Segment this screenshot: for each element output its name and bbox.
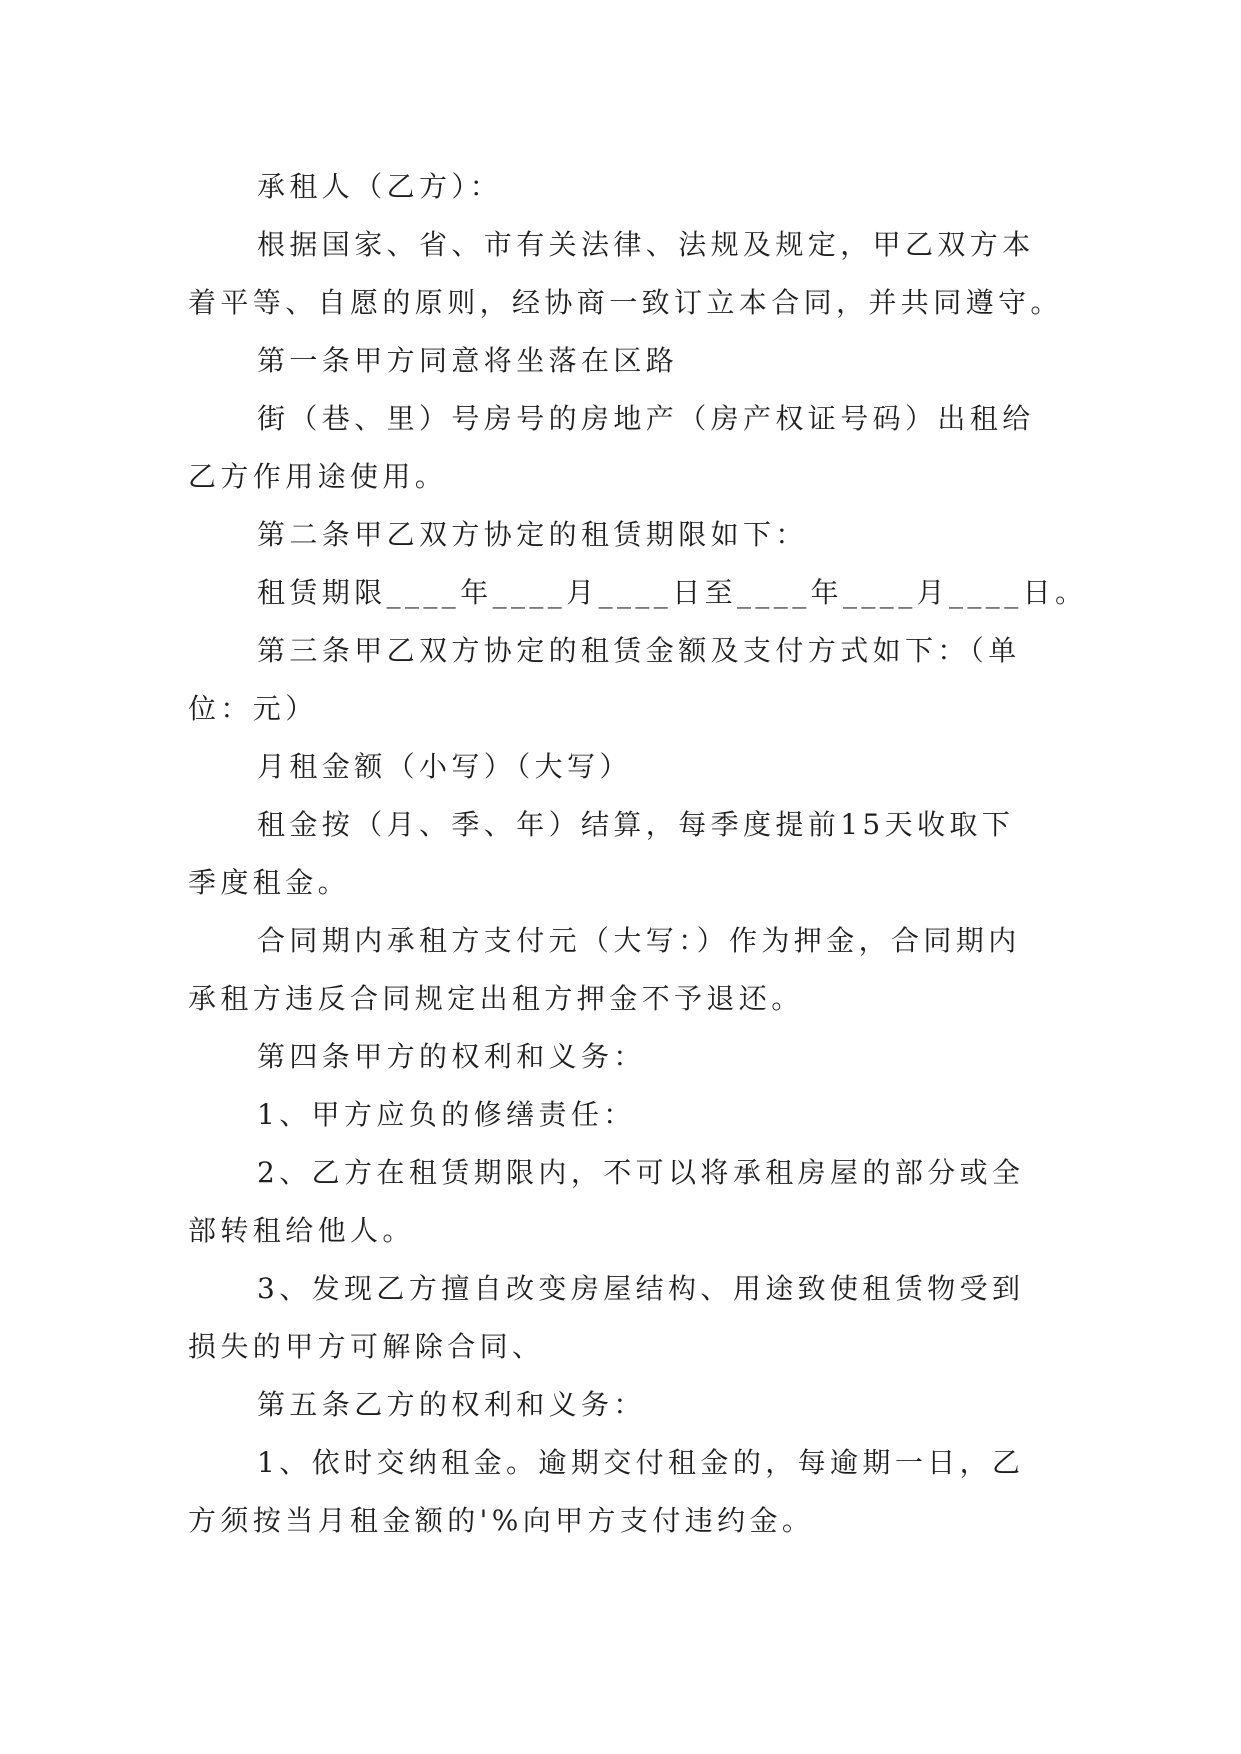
clause-5-item-1 <box>188 1434 1088 1550</box>
clause-2-paragraph <box>188 506 1088 564</box>
document-body <box>188 158 1088 1550</box>
rent-settlement-paragraph <box>188 796 1088 912</box>
clause-4-item-1 <box>188 1086 1088 1144</box>
paragraph-line: 部转租给他人。 <box>188 1214 415 1247</box>
paragraph-line: 第五条乙方的权利和义务： <box>257 1388 646 1421</box>
paragraph-line: 着平等、自愿的原则，经协商一致订立本合同，并共同遵守。 <box>188 286 1063 319</box>
paragraph-line: 承租方违反合同规定出租方押金不予退还。 <box>188 982 804 1015</box>
paragraph-line: 合同期内承租方支付元（大写：）作为押金，合同期内 <box>257 924 1021 957</box>
paragraph-line: 第三条甲乙双方协定的租赁金额及支付方式如下：（单 <box>257 634 1021 667</box>
paragraph-line: 3、发现乙方擅自改变房屋结构、用途致使租赁物受到 <box>257 1272 1025 1305</box>
paragraph-line: 租赁期限____年____月____日至____年____月____日。 <box>257 576 1088 609</box>
paragraph-line: 方须按当月租金额的'%向甲方支付违约金。 <box>188 1504 815 1537</box>
lessee-party-label <box>188 158 1088 216</box>
clause-4-heading <box>188 1028 1088 1086</box>
paragraph-line: 第四条甲方的权利和义务： <box>257 1040 646 1073</box>
clause-1-paragraph <box>188 332 1088 390</box>
paragraph-line: 根据国家、省、市有关法律、法规及规定，甲乙双方本 <box>257 228 1035 261</box>
monthly-rent-paragraph <box>188 738 1088 796</box>
paragraph-line: 第二条甲乙双方协定的租赁期限如下： <box>257 518 808 551</box>
paragraph-line: 第一条甲方同意将坐落在区路 <box>257 344 679 377</box>
paragraph-line: 2、乙方在租赁期限内，不可以将承租房屋的部分或全 <box>257 1156 1025 1189</box>
paragraph-line: 月租金额（小写）（大写） <box>257 750 632 783</box>
clause-1-detail-paragraph <box>188 390 1088 506</box>
paragraph-line: 位：元） <box>188 692 318 725</box>
paragraph-line: 承租人（乙方）： <box>257 170 503 203</box>
paragraph-line: 租金按（月、季、年）结算，每季度提前15天收取下 <box>257 808 1015 841</box>
paragraph-line: 季度租金。 <box>188 866 351 899</box>
paragraph-line: 乙方作用途使用。 <box>188 460 448 493</box>
clause-3-paragraph <box>188 622 1088 738</box>
paragraph-line: 1、依时交纳租金。逾期交付租金的，每逾期一日，乙 <box>257 1446 1025 1479</box>
paragraph-line: 损失的甲方可解除合同、 <box>188 1330 545 1363</box>
clause-5-heading <box>188 1376 1088 1434</box>
preamble-paragraph <box>188 216 1088 332</box>
clause-4-item-2 <box>188 1144 1088 1260</box>
lease-term-paragraph <box>188 564 1088 622</box>
paragraph-line: 1、甲方应负的修缮责任： <box>257 1098 636 1131</box>
clause-4-item-3 <box>188 1260 1088 1376</box>
paragraph-line: 街（巷、里）号房号的房地产（房产权证号码）出租给 <box>257 402 1035 435</box>
deposit-paragraph <box>188 912 1088 1028</box>
